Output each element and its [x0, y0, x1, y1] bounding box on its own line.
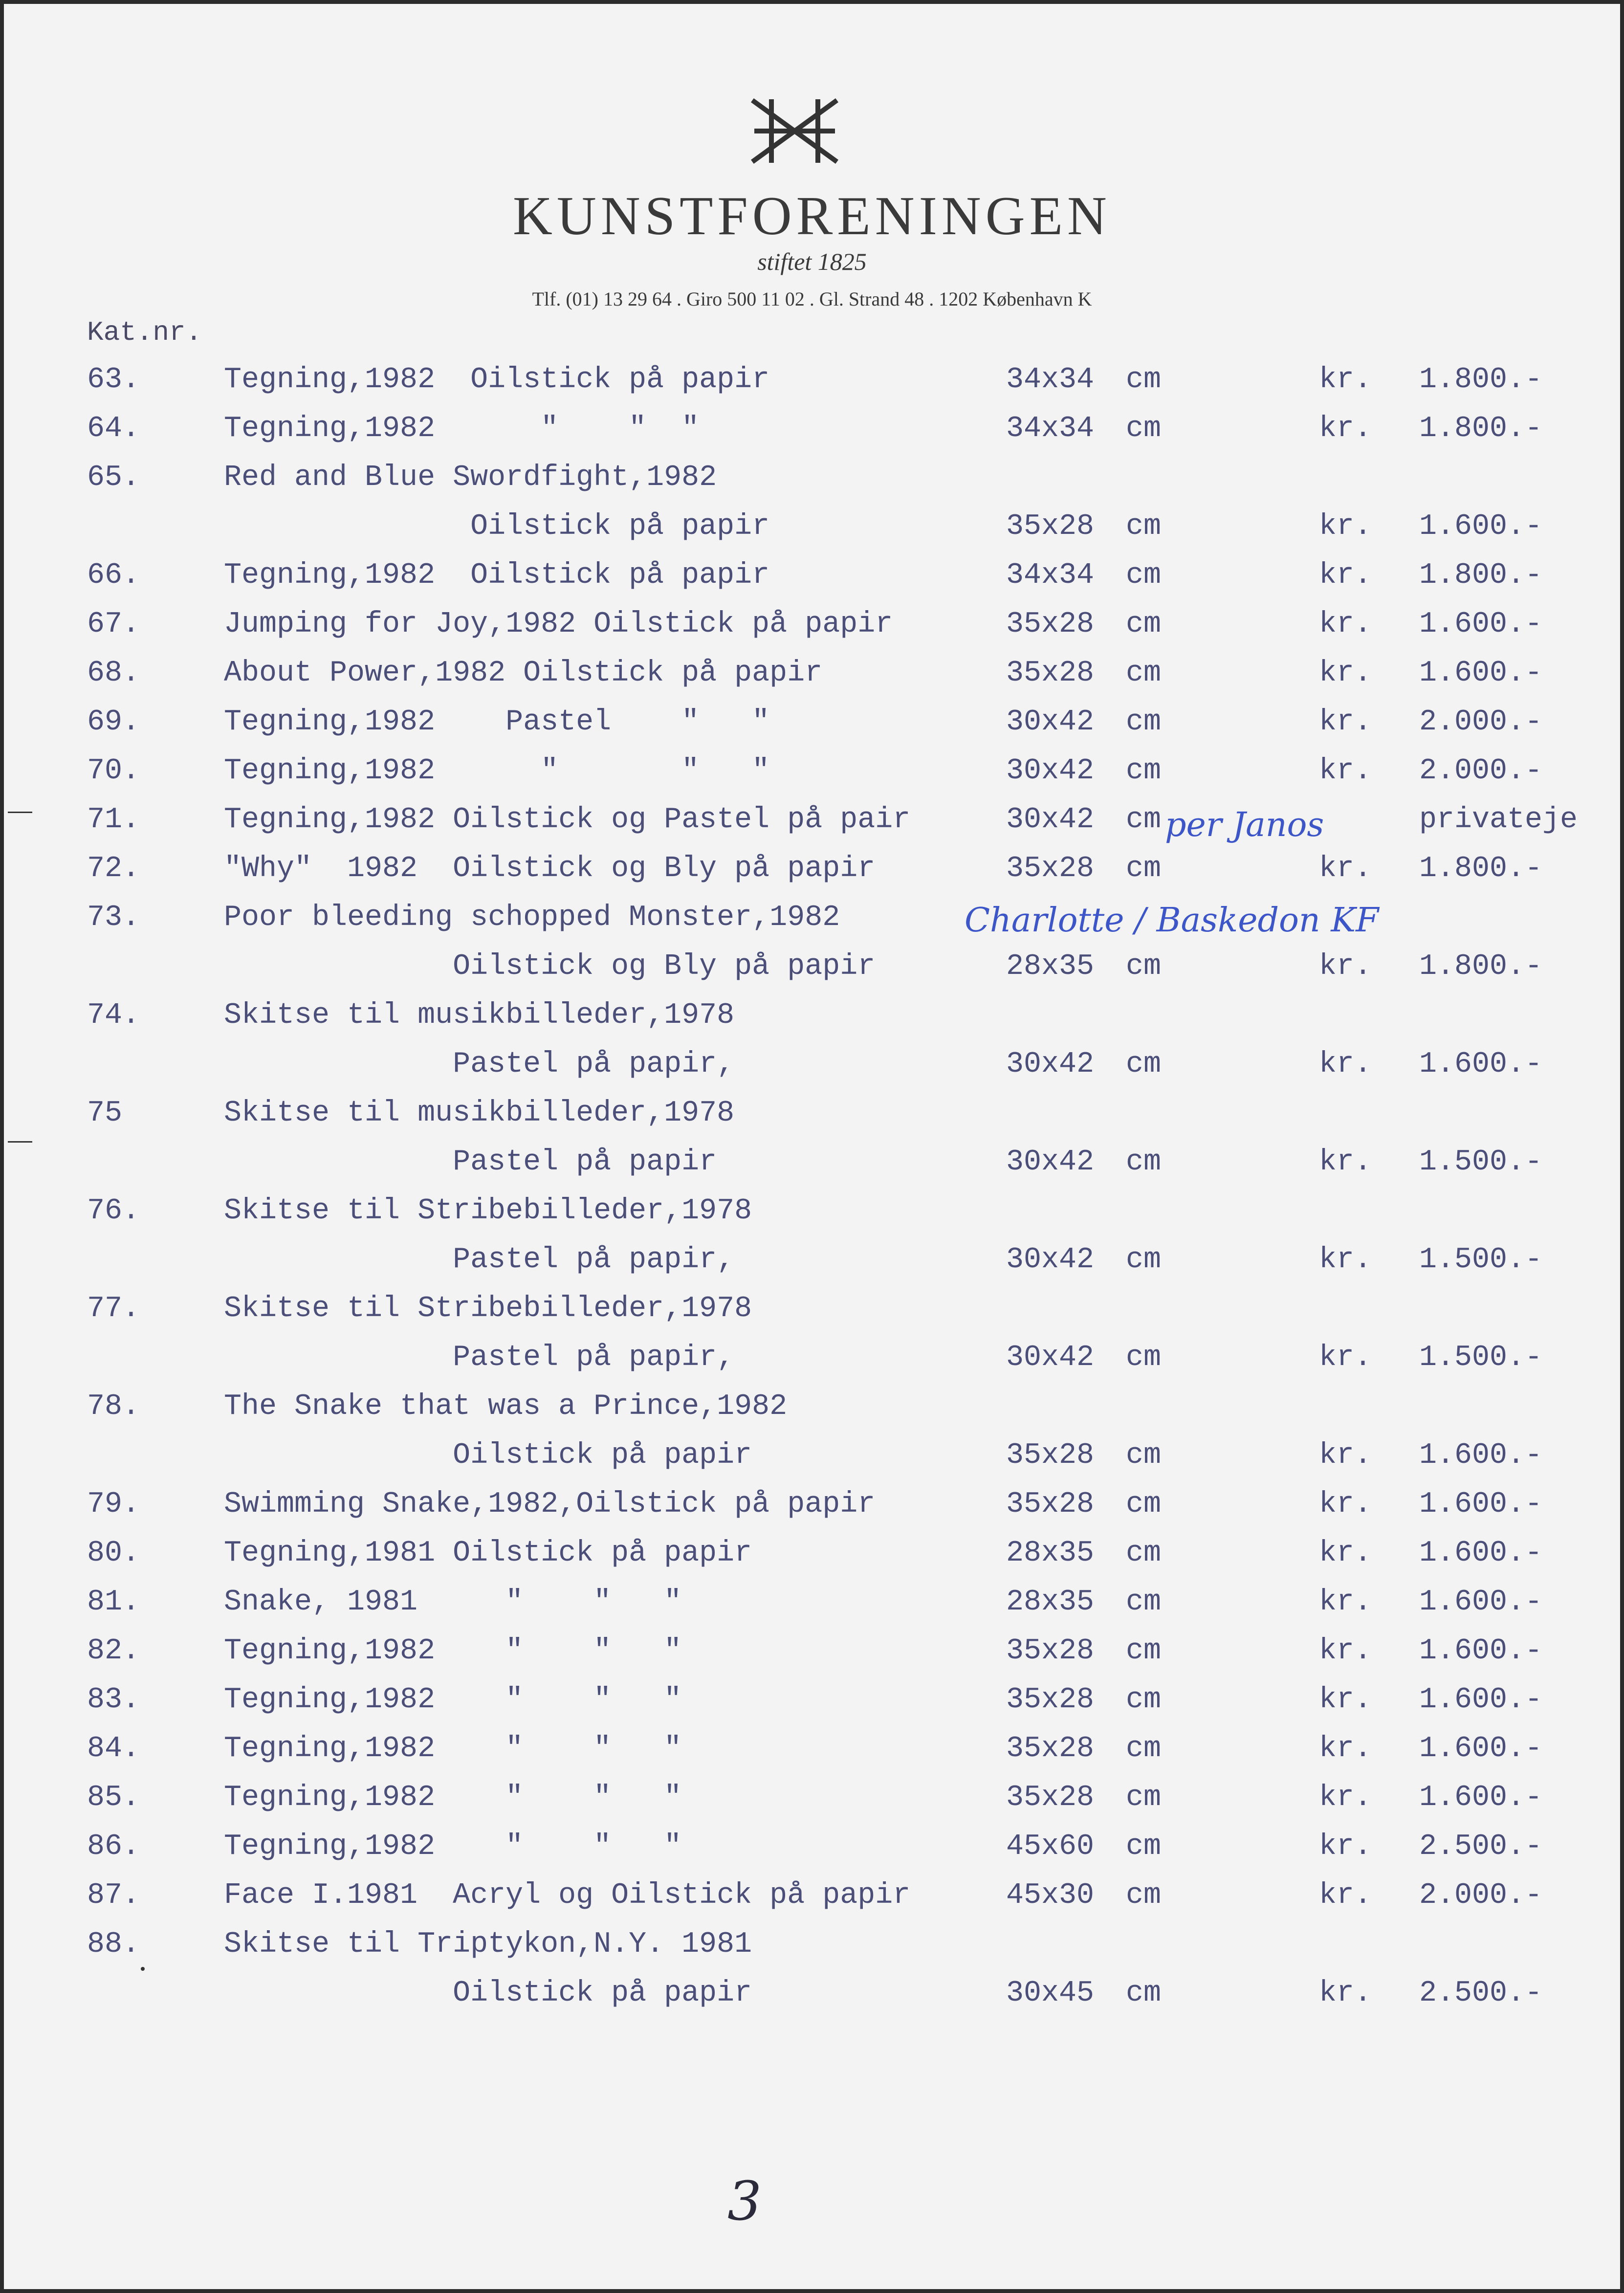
catalogue-row: [4, 999, 1620, 1043]
catalogue-row: [4, 461, 1620, 505]
item-price: 2.000.-: [1419, 754, 1543, 788]
catalogue-row: [4, 1146, 1620, 1190]
catalogue-row: [4, 1977, 1620, 2021]
item-title: Skitse til musikbilleder,1978: [224, 1097, 735, 1130]
catalogue-row: [4, 1634, 1620, 1678]
item-size: 35x28: [1006, 1732, 1095, 1765]
item-title: Swimming Snake,1982,Oilstick på papir: [224, 1488, 876, 1521]
catalogue-row: [4, 1390, 1620, 1434]
item-unit: cm: [1126, 1586, 1162, 1619]
item-title: Poor bleeding schopped Monster,1982: [224, 901, 840, 934]
item-title: Pastel på papir,: [224, 1341, 735, 1374]
catalogue-row: [4, 1586, 1620, 1630]
item-title: Oilstick og Bly på papir: [224, 950, 876, 983]
item-title: Oilstick på papir: [224, 1439, 752, 1472]
catalogue-row: [4, 559, 1620, 603]
item-title: Skitse til Stribebilleder,1978: [224, 1292, 752, 1325]
item-title: Oilstick på papir: [224, 510, 770, 543]
catalogue-row: [4, 657, 1620, 701]
item-unit: cm: [1126, 1341, 1162, 1374]
catalogue-row: [4, 1439, 1620, 1483]
item-unit: cm: [1126, 1146, 1162, 1179]
item-currency: kr.: [1319, 1634, 1372, 1668]
item-currency: kr.: [1319, 1488, 1372, 1521]
item-size: 45x60: [1006, 1830, 1095, 1863]
catalogue-row: [4, 950, 1620, 994]
item-currency: kr.: [1319, 1977, 1372, 2010]
item-price: 1.600.-: [1419, 1586, 1543, 1619]
item-price: 2.000.-: [1419, 1879, 1543, 1912]
item-size: 35x28: [1006, 1683, 1095, 1717]
item-currency: kr.: [1319, 1683, 1372, 1717]
item-size: 30x42: [1006, 1243, 1095, 1277]
item-currency: kr.: [1319, 1537, 1372, 1570]
catalogue-row: [4, 608, 1620, 652]
item-price: 1.600.-: [1419, 657, 1543, 690]
document-page: [4, 4, 1620, 2289]
item-size: 35x28: [1006, 852, 1095, 885]
item-price: 1.600.-: [1419, 1488, 1543, 1521]
catalogue-row: [4, 852, 1620, 896]
catalogue-row: [4, 1292, 1620, 1336]
item-size: 28x35: [1006, 1586, 1095, 1619]
item-title: Red and Blue Swordfight,1982: [224, 461, 717, 494]
item-unit: cm: [1126, 1048, 1162, 1081]
item-size: 30x42: [1006, 1048, 1095, 1081]
item-unit: cm: [1126, 608, 1162, 641]
item-title: Tegning,1982 Oilstick og Pastel på pair: [224, 803, 911, 837]
item-unit: cm: [1126, 559, 1162, 592]
item-number: 68.: [87, 657, 140, 690]
item-price: 1.600.-: [1419, 1732, 1543, 1765]
item-size: 30x42: [1006, 1341, 1095, 1374]
item-price: 1.500.-: [1419, 1341, 1543, 1374]
ink-dot: [141, 1967, 145, 1971]
item-unit: cm: [1126, 1781, 1162, 1814]
item-title: Snake, 1981 " " ": [224, 1586, 682, 1619]
catalogue-row: [4, 363, 1620, 407]
item-title: Skitse til musikbilleder,1978: [224, 999, 735, 1032]
margin-tick: [8, 812, 32, 813]
catalogue-row: [4, 1341, 1620, 1385]
item-size: 30x42: [1006, 1146, 1095, 1179]
item-currency: kr.: [1319, 1781, 1372, 1814]
item-title: Pastel på papir: [224, 1146, 717, 1179]
item-unit: cm: [1126, 803, 1162, 837]
item-number: 74.: [87, 999, 140, 1032]
item-title: Tegning,1981 Oilstick på papir: [224, 1537, 752, 1570]
item-size: 28x35: [1006, 1537, 1095, 1570]
item-price: 2.500.-: [1419, 1830, 1543, 1863]
item-price: 1.600.-: [1419, 608, 1543, 641]
item-title: Face I.1981 Acryl og Oilstick på papir: [224, 1879, 911, 1912]
item-size: 30x45: [1006, 1977, 1095, 2010]
item-currency: kr.: [1319, 1732, 1372, 1765]
item-price: 1.600.-: [1419, 1781, 1543, 1814]
handwritten-note-row73: Charlotte / Baskedon KF: [965, 901, 1379, 940]
contact-line: Tlf. (01) 13 29 64 . Giro 500 11 02 . Gl. Strand 48 . 1202 København K: [532, 288, 1092, 310]
item-price: 1.800.-: [1419, 852, 1543, 885]
item-unit: cm: [1126, 363, 1162, 397]
item-number: 69.: [87, 706, 140, 739]
catalogue-row: [4, 1732, 1620, 1776]
item-title: Tegning,1982 Pastel " ": [224, 706, 770, 739]
item-currency: kr.: [1319, 1048, 1372, 1081]
item-title: Skitse til Stribebilleder,1978: [224, 1194, 752, 1228]
item-size: 34x34: [1006, 363, 1095, 397]
item-size: 30x42: [1006, 754, 1095, 788]
item-unit: cm: [1126, 412, 1162, 445]
item-currency: kr.: [1319, 1243, 1372, 1277]
item-number: 64.: [87, 412, 140, 445]
item-size: 34x34: [1006, 412, 1095, 445]
item-number: 72.: [87, 852, 140, 885]
organization-name: KUNSTFORENINGEN: [513, 186, 1111, 246]
item-size: 35x28: [1006, 608, 1095, 641]
item-currency: kr.: [1319, 852, 1372, 885]
item-number: 65.: [87, 461, 140, 494]
catalogue-row: [4, 706, 1620, 750]
catalogue-row: [4, 1781, 1620, 1825]
page-number: 3: [727, 2170, 762, 2232]
catalogue-row: [4, 754, 1620, 798]
item-unit: cm: [1126, 1830, 1162, 1863]
item-unit: cm: [1126, 754, 1162, 788]
item-number: 82.: [87, 1634, 140, 1668]
item-unit: cm: [1126, 657, 1162, 690]
item-size: 35x28: [1006, 1439, 1095, 1472]
item-title: Tegning,1982 " " ": [224, 1634, 682, 1668]
item-currency: kr.: [1319, 1341, 1372, 1374]
item-number: 79.: [87, 1488, 140, 1521]
catalogue-header: Kat.nr.: [87, 317, 202, 348]
item-number: 63.: [87, 363, 140, 397]
item-title: "Why" 1982 Oilstick og Bly på papir: [224, 852, 876, 885]
handwritten-note-row71: per Janos: [1165, 806, 1324, 844]
item-currency: kr.: [1319, 412, 1372, 445]
item-unit: cm: [1126, 510, 1162, 543]
item-price: 1.600.-: [1419, 1634, 1543, 1668]
catalogue-row: [4, 1683, 1620, 1727]
item-currency: kr.: [1319, 1146, 1372, 1179]
kunstforeningen-logo: [745, 97, 845, 165]
item-size: 30x42: [1006, 803, 1095, 837]
item-title: Tegning,1982 " " ": [224, 412, 700, 445]
item-number: 86.: [87, 1830, 140, 1863]
item-price: 2.500.-: [1419, 1977, 1543, 2010]
item-number: 84.: [87, 1732, 140, 1765]
item-unit: cm: [1126, 1488, 1162, 1521]
item-title: Tegning,1982 " " ": [224, 1732, 682, 1765]
item-number: 70.: [87, 754, 140, 788]
item-number: 66.: [87, 559, 140, 592]
item-number: 87.: [87, 1879, 140, 1912]
item-unit: cm: [1126, 1634, 1162, 1668]
item-unit: cm: [1126, 1879, 1162, 1912]
item-number: 80.: [87, 1537, 140, 1570]
item-title: Pastel på papir,: [224, 1048, 735, 1081]
item-price: privateje: [1419, 803, 1578, 837]
founded-line: stiftet 1825: [757, 248, 867, 275]
item-number: 83.: [87, 1683, 140, 1717]
item-size: 35x28: [1006, 1488, 1095, 1521]
catalogue-row: [4, 1488, 1620, 1532]
item-price: 1.600.-: [1419, 510, 1543, 543]
item-number: 81.: [87, 1586, 140, 1619]
item-unit: cm: [1126, 1243, 1162, 1277]
catalogue-row: [4, 1928, 1620, 1972]
item-size: 35x28: [1006, 510, 1095, 543]
catalogue-row: [4, 1048, 1620, 1092]
item-price: 1.500.-: [1419, 1243, 1543, 1277]
item-number: 77.: [87, 1292, 140, 1325]
item-size: 34x34: [1006, 559, 1095, 592]
item-price: 1.800.-: [1419, 363, 1543, 397]
item-unit: cm: [1126, 706, 1162, 739]
item-unit: cm: [1126, 1439, 1162, 1472]
item-price: 2.000.-: [1419, 706, 1543, 739]
catalogue-row: [4, 1194, 1620, 1238]
item-number: 88.: [87, 1928, 140, 1961]
item-size: 45x30: [1006, 1879, 1095, 1912]
item-currency: kr.: [1319, 559, 1372, 592]
item-size: 35x28: [1006, 1781, 1095, 1814]
item-number: 73.: [87, 901, 140, 934]
item-price: 1.500.-: [1419, 1146, 1543, 1179]
item-currency: kr.: [1319, 510, 1372, 543]
item-price: 1.800.-: [1419, 412, 1543, 445]
item-currency: kr.: [1319, 608, 1372, 641]
item-number: 71.: [87, 803, 140, 837]
item-price: 1.800.-: [1419, 559, 1543, 592]
item-unit: cm: [1126, 1732, 1162, 1765]
catalogue-row: [4, 1879, 1620, 1923]
item-title: Tegning,1982 " " ": [224, 1830, 682, 1863]
item-title: Tegning,1982 " " ": [224, 1781, 682, 1814]
item-currency: kr.: [1319, 1586, 1372, 1619]
catalogue-row: [4, 1537, 1620, 1581]
catalogue-row: [4, 412, 1620, 456]
item-currency: kr.: [1319, 754, 1372, 788]
item-unit: cm: [1126, 950, 1162, 983]
item-title: Tegning,1982 Oilstick på papir: [224, 363, 770, 397]
item-price: 1.800.-: [1419, 950, 1543, 983]
item-title: Pastel på papir,: [224, 1243, 735, 1277]
margin-tick: [8, 1141, 32, 1143]
item-number: 67.: [87, 608, 140, 641]
item-title: Oilstick på papir: [224, 1977, 752, 2010]
item-title: Tegning,1982 " " ": [224, 754, 770, 788]
item-unit: cm: [1126, 1977, 1162, 2010]
item-title: About Power,1982 Oilstick på papir: [224, 657, 823, 690]
item-title: Skitse til Triptykon,N.Y. 1981: [224, 1928, 752, 1961]
item-currency: kr.: [1319, 950, 1372, 983]
item-unit: cm: [1126, 1537, 1162, 1570]
item-size: 35x28: [1006, 1634, 1095, 1668]
item-number: 76.: [87, 1194, 140, 1228]
item-number: 75: [87, 1097, 123, 1130]
item-currency: kr.: [1319, 1879, 1372, 1912]
item-price: 1.600.-: [1419, 1048, 1543, 1081]
item-number: 78.: [87, 1390, 140, 1423]
item-currency: kr.: [1319, 363, 1372, 397]
catalogue-row: [4, 1243, 1620, 1287]
item-price: 1.600.-: [1419, 1537, 1543, 1570]
item-unit: cm: [1126, 1683, 1162, 1717]
item-unit: cm: [1126, 852, 1162, 885]
item-currency: kr.: [1319, 1439, 1372, 1472]
item-price: 1.600.-: [1419, 1439, 1543, 1472]
catalogue-row: [4, 803, 1620, 847]
item-number: 85.: [87, 1781, 140, 1814]
catalogue-row: [4, 1097, 1620, 1141]
item-size: 28x35: [1006, 950, 1095, 983]
catalogue-row: [4, 510, 1620, 554]
item-size: 30x42: [1006, 706, 1095, 739]
item-currency: kr.: [1319, 657, 1372, 690]
item-currency: kr.: [1319, 1830, 1372, 1863]
item-title: Jumping for Joy,1982 Oilstick på papir: [224, 608, 893, 641]
item-price: 1.600.-: [1419, 1683, 1543, 1717]
item-size: 35x28: [1006, 657, 1095, 690]
catalogue-row: [4, 1830, 1620, 1874]
item-title: Tegning,1982 " " ": [224, 1683, 682, 1717]
item-title: Tegning,1982 Oilstick på papir: [224, 559, 770, 592]
item-title: The Snake that was a Prince,1982: [224, 1390, 788, 1423]
item-currency: kr.: [1319, 706, 1372, 739]
